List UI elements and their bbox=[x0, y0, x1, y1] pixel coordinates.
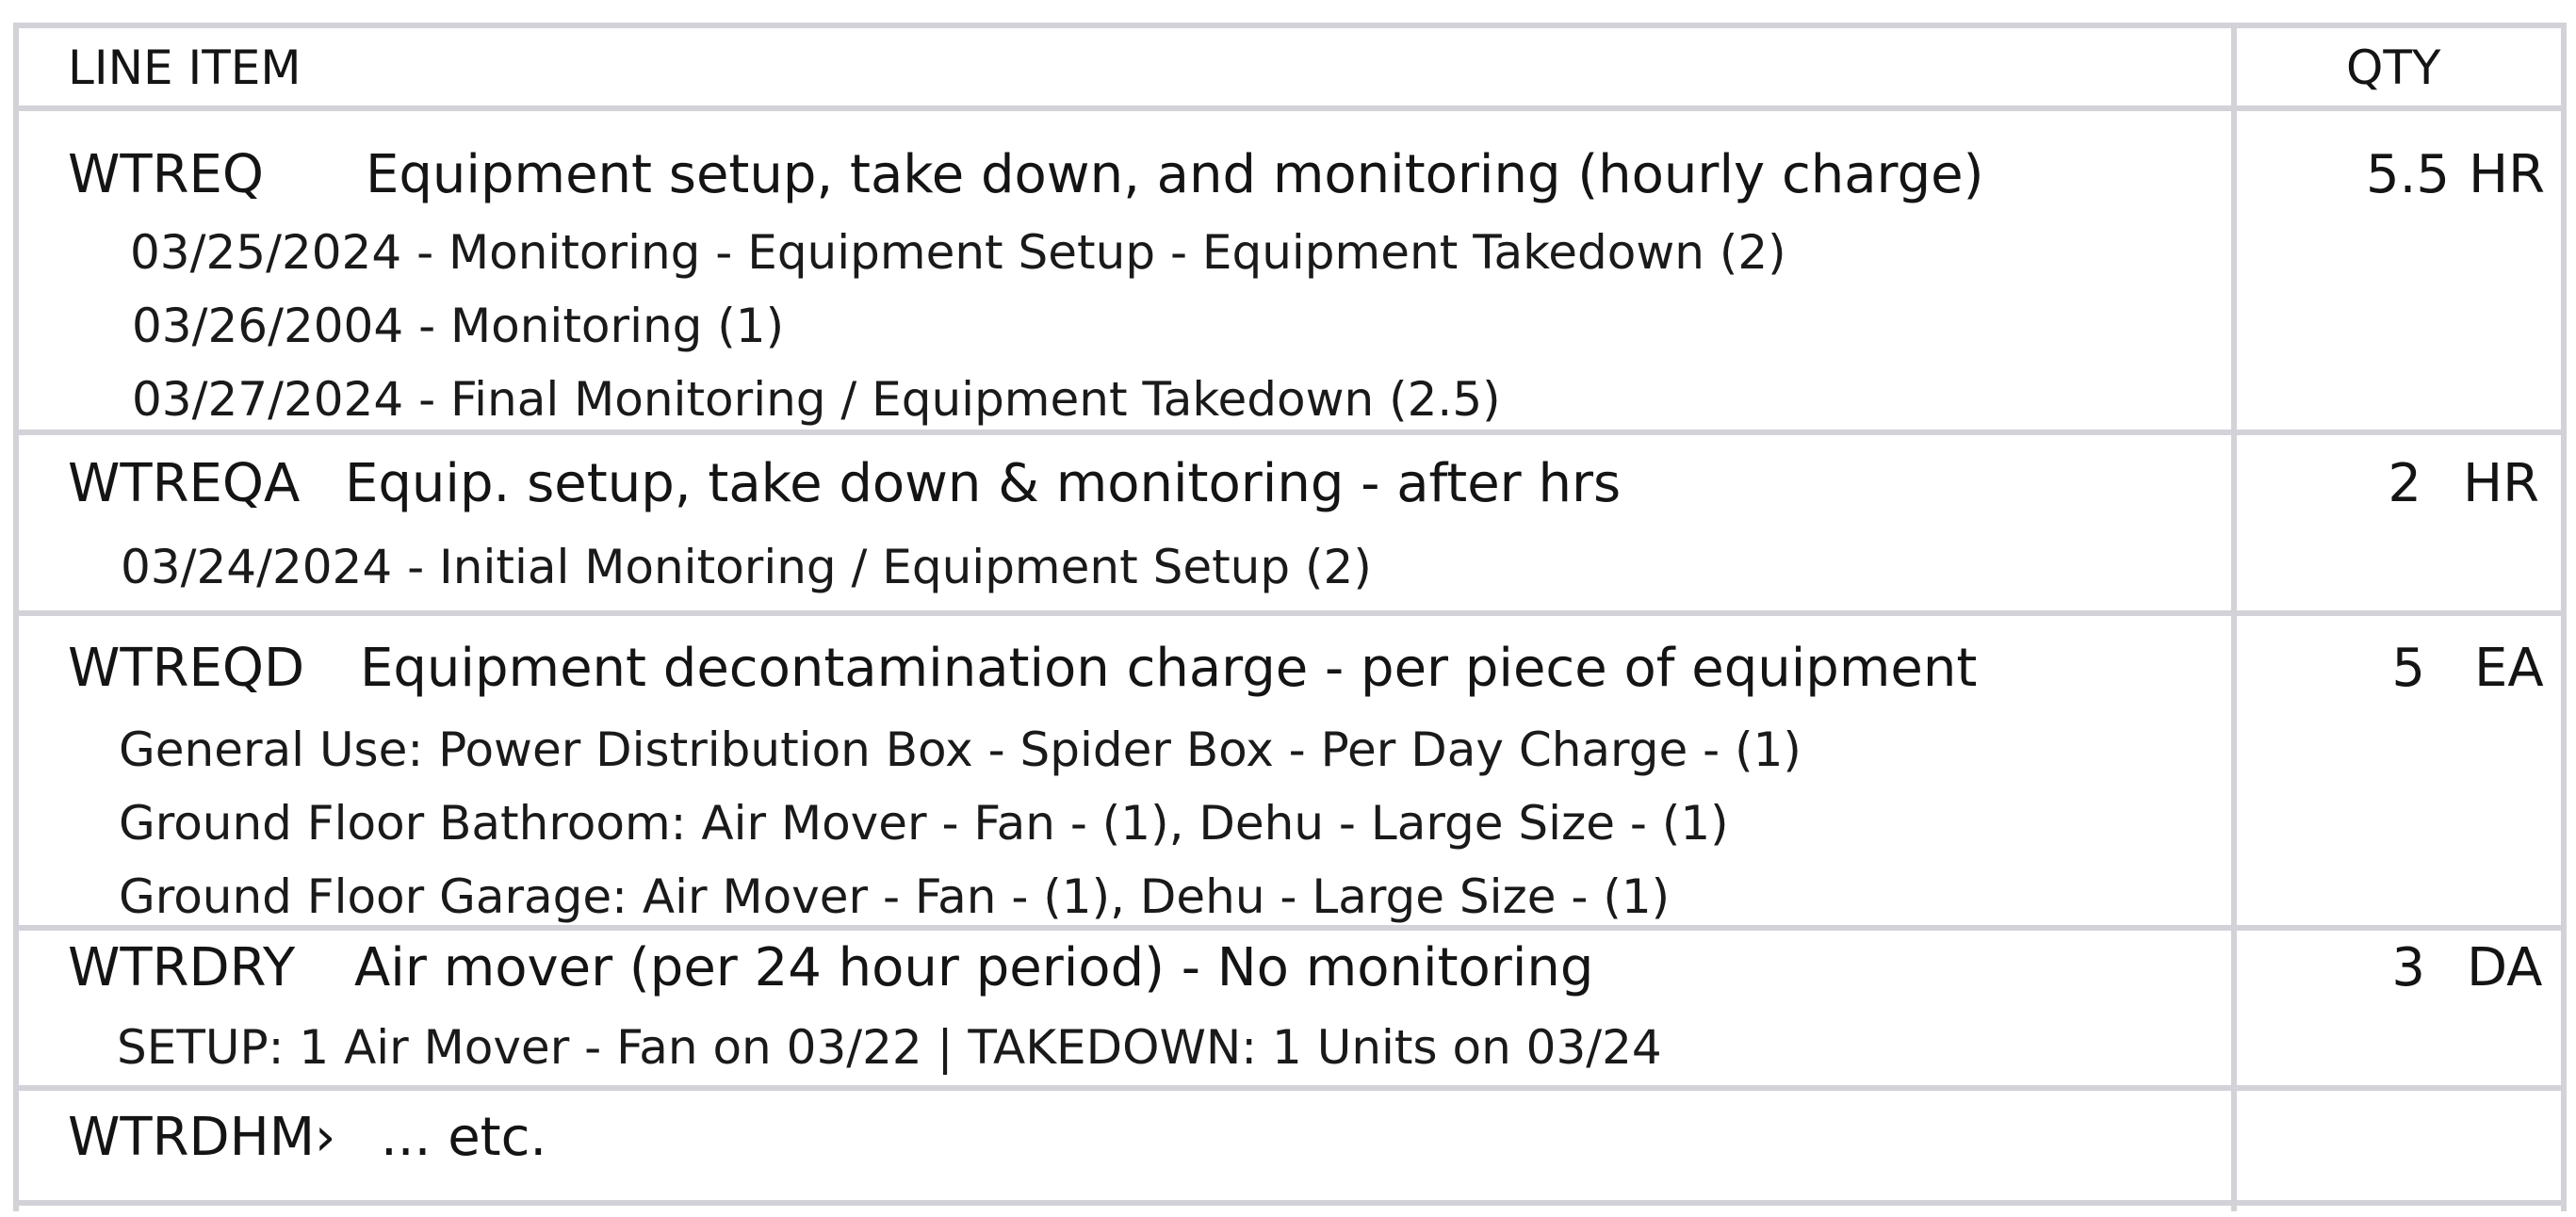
item-title: Equipment decontamination charge - per piece of equipment bbox=[360, 638, 1978, 699]
qty-header: QTY bbox=[2346, 41, 2441, 95]
item-title: Equip. setup, take down & monitoring - after hrs bbox=[345, 453, 1622, 514]
item-code: WTREQD bbox=[68, 638, 305, 699]
item-qty: 3 bbox=[2391, 937, 2425, 998]
item-code: WTREQ bbox=[68, 144, 264, 205]
item-detail: General Use: Power Distribution Box - Spider Box - Per Day Charge - (1) bbox=[119, 722, 1802, 777]
item-detail: 03/26/2004 - Monitoring (1) bbox=[132, 299, 785, 353]
table-header bbox=[19, 28, 2561, 105]
item-unit: DA bbox=[2467, 937, 2543, 998]
table-row bbox=[19, 435, 2561, 610]
item-code: WTRDHM› bbox=[68, 1107, 336, 1168]
item-qty: 5 bbox=[2391, 638, 2425, 699]
item-code: WTRDRY bbox=[68, 937, 296, 998]
item-detail: 03/25/2024 - Monitoring - Equipment Setup - Equipment Takedown (2) bbox=[130, 225, 1786, 280]
item-qty: 2 bbox=[2388, 453, 2421, 514]
item-qty: 5.5 bbox=[2365, 144, 2450, 205]
item-title: Equipment setup, take down, and monitoring (hourly charge) bbox=[366, 144, 1984, 205]
item-unit: HR bbox=[2469, 144, 2546, 205]
table-row bbox=[19, 931, 2561, 1085]
table-row bbox=[19, 1091, 2561, 1217]
item-unit: EA bbox=[2474, 638, 2544, 699]
item-detail: SETUP: 1 Air Mover - Fan on 03/22 | TAKEDOWN: 1 Units on 03/24 bbox=[117, 1020, 1662, 1075]
row-divider bbox=[19, 1200, 2561, 1206]
item-unit: HR bbox=[2463, 453, 2540, 514]
item-detail: 03/27/2024 - Final Monitoring / Equipment Takedown (2.5) bbox=[132, 372, 1501, 427]
item-detail: 03/24/2024 - Initial Monitoring / Equipment Setup (2) bbox=[121, 540, 1372, 594]
line-item-header: LINE ITEM bbox=[68, 41, 302, 95]
item-code: WTREQA bbox=[68, 453, 301, 514]
item-title: Air mover (per 24 hour period) - No monitoring bbox=[354, 937, 1594, 998]
line-item-table bbox=[13, 23, 2567, 1211]
item-detail: Ground Floor Bathroom: Air Mover - Fan - (1), Dehu - Large Size - (1) bbox=[119, 796, 1729, 851]
table-row bbox=[19, 111, 2561, 430]
item-detail: Ground Floor Garage: Air Mover - Fan - (1), Dehu - Large Size - (1) bbox=[119, 869, 1671, 924]
item-title: ... etc. bbox=[381, 1107, 547, 1168]
table-row bbox=[19, 616, 2561, 925]
